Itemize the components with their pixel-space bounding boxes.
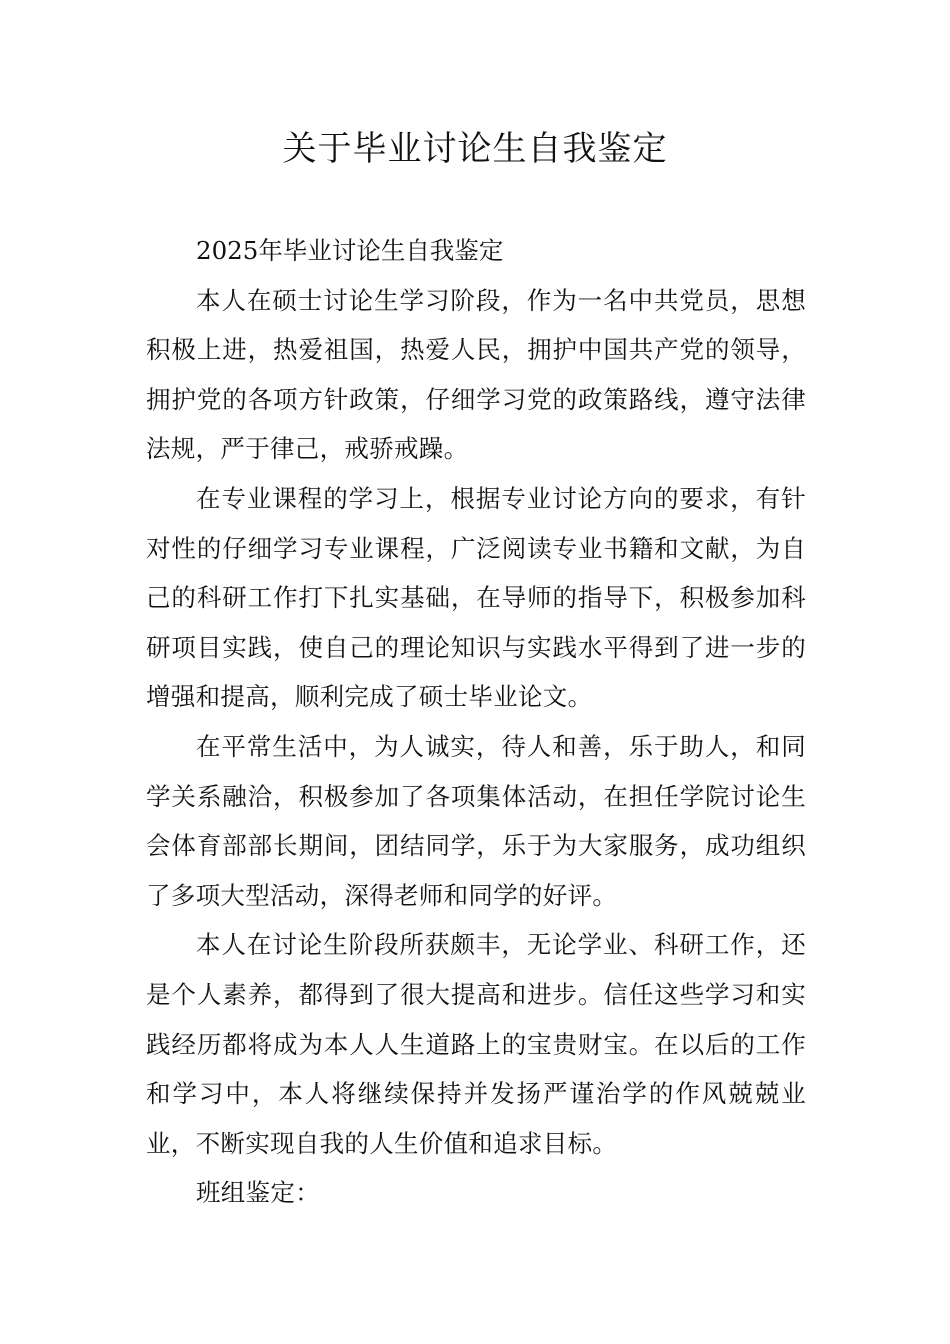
document-subtitle: 2025年毕业讨论生自我鉴定: [196, 236, 504, 265]
paragraph-summary: 本人在讨论生阶段所获颇丰，无论学业、科研工作，还是个人素养，都得到了很大提高和进步。信任这些学习和实践经历都将成为本人人生道路上的宝贵财宝。在以后的工作和学习中，本人将继续保持并发扬严谨治学的作风兢兢业业，不断实现自我的人生价值和追求目标。: [146, 930, 806, 1158]
paragraph-life: 在平常生活中，为人诚实，待人和善，乐于助人，和同学关系融洽，积极参加了各项集体活动，在担任学院讨论生会体育部部长期间，团结同学，乐于为大家服务，成功组织了多项大型活动，深得老师和同学的好评。: [146, 731, 806, 910]
closing-label: 班组鉴定：: [196, 1178, 320, 1208]
document-body: [146, 226, 806, 1218]
document-title: 关于毕业讨论生自我鉴定: [282, 129, 668, 169]
paragraph-political: 本人在硕士讨论生学习阶段，作为一名中共党员，思想积极上进，热爱祖国，热爱人民，拥护中国共产党的领导，拥护党的各项方针政策，仔细学习党的政策路线，遵守法律法规，严于律己，戒骄戒躁。: [146, 285, 806, 464]
paragraph-study: 在专业课程的学习上，根据专业讨论方向的要求，有针对性的仔细学习专业课程，广泛阅读专业书籍和文献，为自己的科研工作打下扎实基础，在导师的指导下，积极参加科研项目实践，使自己的理论知识与实践水平得到了进一步的增强和提高，顺利完成了硕士毕业论文。: [146, 483, 806, 712]
